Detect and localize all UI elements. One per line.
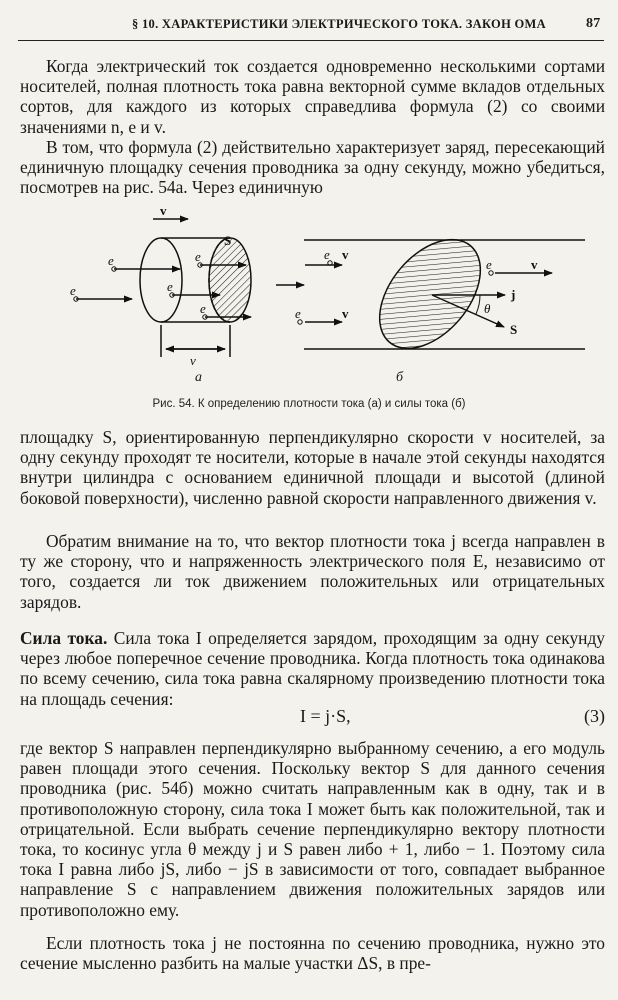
label-e-b2: e <box>295 306 301 321</box>
section-heading: Сила тока. <box>20 628 108 648</box>
paragraph-formula-check: В том, что формула (2) действительно характеризует заряд, пересекающий единичную площадку сечения проводника за одну секунду, можно убедиться, посмотрев на рис. 54а. Через единичную <box>20 137 605 198</box>
paragraph-current-definition <box>20 628 605 709</box>
label-e-5: e <box>200 301 206 316</box>
running-header <box>0 12 618 36</box>
header-title: § 10. ХАРАКТЕРИСТИКИ ЭЛЕКТРИЧЕСКОГО ТОКА. ЗАКОН ОМА <box>132 17 546 31</box>
label-v-b1: v <box>342 247 349 262</box>
header-rule <box>18 40 604 41</box>
label-e-2: e <box>108 253 114 268</box>
formula-number: (3) <box>584 706 605 726</box>
label-S-a: S <box>224 233 232 248</box>
formula-3 <box>20 704 605 726</box>
figure-a-cylinder <box>76 219 304 357</box>
label-e-3: e <box>167 279 173 294</box>
label-S-b: S <box>510 322 518 337</box>
figure-sublabel-a: а <box>195 370 202 385</box>
label-v-b2: v <box>342 306 349 321</box>
label-e-1: e <box>70 283 76 298</box>
paragraph-direction: Обратим внимание на то, что вектор плотности тока j всегда направлен в ту же сторону, что и напряженность электрического поля E, независимо от того, создается ли ток движением положительных или отрицательных зарядов. <box>20 531 605 612</box>
paragraph-carriers: Когда электрический ток создается одновременно несколькими сортами носителей, полная плотность тока равна векторной сумме вкладов отдельных сортов, для каждого из которых справедлива формула (2) со своими значениями n, e и v. <box>20 56 605 137</box>
section-body: Сила тока I определяется зарядом, проходящим за одну секунду через любое поперечное сечение проводника. Когда плотность тока одинакова по всему сечению, сила тока равна скалярному произведению плотности тока на площадь сечения: <box>20 628 606 709</box>
paragraph-nonuniform: Если плотность тока j не постоянна по сечению проводника, нужно это сечение мысленно разбить на малые участки ΔS, в пре- <box>20 933 605 974</box>
label-v-a: v <box>160 203 167 218</box>
figure-caption: Рис. 54. К определению плотности тока (а) и силы тока (б) <box>152 398 466 410</box>
figure-54 <box>40 197 585 367</box>
label-theta: θ <box>484 301 491 316</box>
label-j: j <box>511 287 516 302</box>
figure-b-conductor <box>304 221 585 367</box>
label-e-b3: e <box>486 257 492 272</box>
paragraph-cylinder: площадку S, ориентированную перпендикулярно скорости v носителей, за одну секунду проходят те носители, которые в начале этой секунды находятся внутри цилиндра с основанием единичной площади и высотой (длиной боковой поверхности), численно равной скорости направленного движения v. <box>20 427 605 508</box>
label-v-length: v <box>190 353 196 367</box>
label-v-b3: v <box>531 257 538 272</box>
label-e-b1: e <box>324 247 330 262</box>
figure-sublabel-b: б <box>396 370 404 385</box>
page-number: 87 <box>586 16 601 31</box>
formula-expression: I = j·S, <box>300 706 351 726</box>
label-e-4: e <box>195 249 201 264</box>
paragraph-vector-s: где вектор S направлен перпендикулярно выбранному сечению, а его модуль равен площади этого сечения. Поскольку вектор S для данного сечения проводника (рис. 54б) можно считать направленным как в одну, так и в противоположную сторону, сила тока I может быть как положительной, так и отрицательной. Если выбрать сечение перпендикулярно вектору плотности тока, то косинус угла θ между j и S равен либо + 1, либо − 1. Поэтому сила тока I равна либо jS, либо − jS в зависимости от того, совпадает выбранное направление S с направлением движения положительных зарядов или противоположно ему. <box>20 738 605 920</box>
